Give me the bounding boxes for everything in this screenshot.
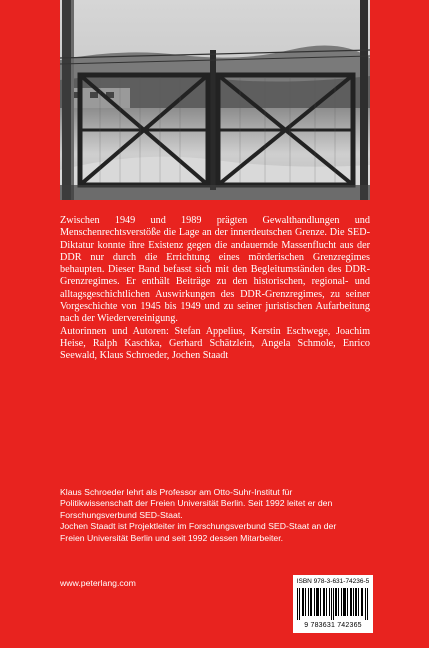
description-paragraph: Zwischen 1949 und 1989 prägten Gewalthandlungen und Menschenrechtsverstöße die Lage an der innerdeutschen Grenze. Die SED-Diktatur konnte ihre Existenz gegen die andauernde Massenflucht aus der DDR nur durch die Errichtung eines mörderischen Grenzregimes behaupten. Dieser Band befasst sich mit den Begleitumständen des DDR-Grenzregimes. Er enthält Beiträge zu den historischen, regional- und alltagsgeschichtlichen Auswirkungen des DDR-Grenzregimes, zu seiner Vorgeschichte von 1945 bis 1949 und zu seiner juristischen Aufarbeitung nach der Wiedervereinigung. (60, 215, 370, 325)
isbn-barcode (293, 575, 373, 633)
contributors-paragraph: Autorinnen und Autoren: Stefan Appelius, Kerstin Eschwege, Joachim Heise, Ralph Kaschka, Gerhard Schätzlein, Angela Schmole, Enrico Seewald, Klaus Schroeder, Jochen Staadt (60, 325, 370, 362)
publisher-website[interactable]: www.peterlang.com (60, 578, 136, 588)
bio-schroeder: Klaus Schroeder lehrt als Professor am Otto-Suhr-Institut für Politikwissenschaft der Freien Universität Berlin. Seit 1992 leitet er den Forschungsverbund SED-Staat. (60, 487, 333, 520)
barcode-icon (297, 588, 369, 620)
barcode-digits: 9 783631 742365 (304, 622, 362, 629)
bio-staadt: Jochen Staadt ist Projektleiter im Forschungsverbund SED-Staat an der Freien Universität Berlin und seit 1992 dessen Mitarbeiter. (60, 521, 337, 543)
isbn-text: ISBN 978-3-631-74236-5 (296, 578, 370, 585)
border-gate-photo (60, 0, 370, 200)
book-description (60, 215, 370, 363)
author-bios (60, 487, 360, 544)
cover-photo (60, 0, 370, 200)
